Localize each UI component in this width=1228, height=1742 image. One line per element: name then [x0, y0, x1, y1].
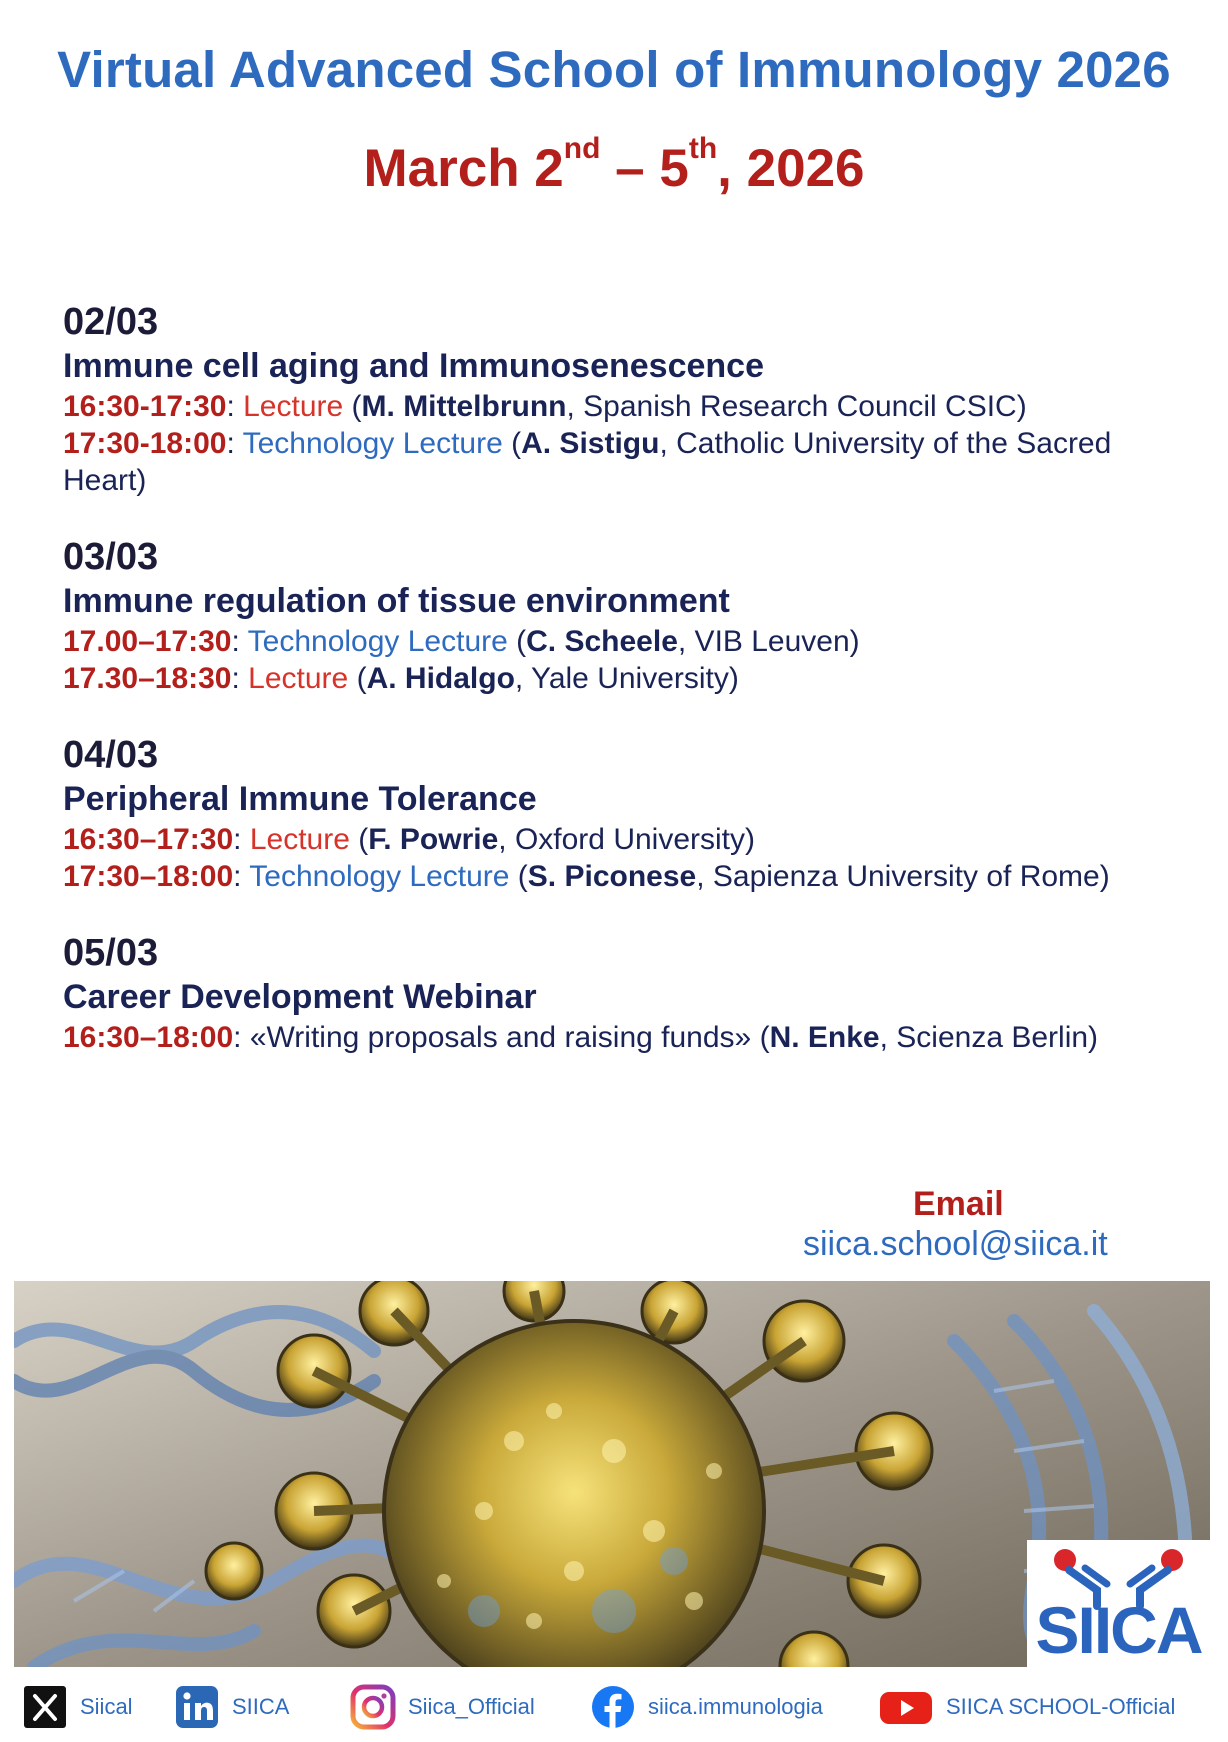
speaker-affiliation: , VIB Leuven): [677, 625, 860, 658]
session-slot: 16:30–18:00: «Writing proposals and raising funds» (N. Enke, Scienza Berlin): [63, 1021, 1099, 1054]
day-topic: Career Development Webinar: [63, 978, 537, 1016]
speaker-affiliation: , Spanish Research Council CSIC): [566, 390, 1027, 423]
program-day: [63, 535, 1183, 697]
speaker-affiliation: , Oxford University): [498, 823, 755, 856]
session-slot: 17:30–18:00: Technology Lecture (S. Piconese, Sapienza University of Rome): [63, 860, 1110, 893]
email-label: Email: [913, 1185, 1004, 1223]
social-handle: siica.immunologia: [648, 1694, 823, 1719]
logo-wordmark: SIICA: [1035, 1593, 1202, 1667]
session-type: Lecture: [249, 823, 350, 856]
facebook-icon: [590, 1684, 636, 1730]
speaker-affiliation: , Scienza Berlin): [879, 1021, 1099, 1054]
social-handle: SIICA: [232, 1694, 290, 1719]
speaker-affiliation: , Yale University): [514, 662, 739, 695]
day-topic: Peripheral Immune Tolerance: [63, 780, 537, 818]
social-youtube[interactable]: [878, 1683, 1175, 1731]
day-date: 04/03: [63, 734, 159, 776]
session-slot: 16:30–17:30: Lecture (F. Powrie, Oxford University): [63, 823, 755, 856]
day-topic: Immune cell aging and Immunosenescence: [63, 347, 764, 385]
speaker-name: A. Sistigu: [521, 427, 660, 460]
social-handle: Siica_Official: [408, 1694, 535, 1719]
social-handle: SIICA SCHOOL-Official: [946, 1694, 1176, 1719]
page-title: Virtual Advanced School of Immunology 2026: [57, 41, 1171, 98]
program-day: [63, 931, 1183, 1056]
session-time: 17:30–18:00: [63, 860, 234, 893]
program-schedule: [63, 300, 1183, 1092]
speaker-affiliation: , Sapienza University of Rome): [696, 860, 1110, 893]
speaker-name: S. Piconese: [527, 860, 697, 893]
social-links-bar: [0, 1675, 1228, 1742]
social-handle: Siical: [80, 1694, 133, 1719]
speaker-affiliation: , Catholic University of the Sacred Heart): [63, 427, 1112, 497]
session-type: Lecture: [248, 662, 349, 695]
date-start: March 2: [363, 139, 564, 198]
program-day: [63, 733, 1183, 895]
email-link[interactable]: siica.school@siica.it: [803, 1225, 1108, 1263]
session-time: 17.30–18:30: [63, 662, 232, 695]
social-linkedin[interactable]: [174, 1683, 289, 1731]
speaker-name: M. Mittelbrunn: [361, 390, 567, 423]
session-slot: 17.30–18:30: Lecture (A. Hidalgo, Yale University): [63, 662, 739, 695]
speaker-name: A. Hidalgo: [366, 662, 515, 695]
social-instagram[interactable]: [350, 1683, 535, 1731]
session-type: Technology Lecture: [242, 427, 503, 460]
day-date: 05/03: [63, 932, 159, 974]
speaker-name: F. Powrie: [368, 823, 499, 856]
date-end-suffix: th: [688, 132, 718, 165]
session-time: 16:30–17:30: [63, 823, 234, 856]
session-type: Lecture: [243, 390, 344, 423]
social-facebook[interactable]: [590, 1683, 823, 1731]
date-year: , 2026: [717, 139, 865, 198]
speaker-name: C. Scheele: [526, 625, 678, 658]
session-type: Technology Lecture: [249, 860, 510, 893]
session-time: 16:30–18:00: [63, 1021, 234, 1054]
instagram-icon: [350, 1684, 396, 1730]
youtube-icon: [878, 1684, 934, 1730]
session-time: 17.00–17:30: [63, 625, 232, 658]
siica-logo: [1027, 1540, 1210, 1671]
session-title: «Writing proposals and raising funds»: [249, 1021, 752, 1054]
program-day: [63, 300, 1183, 499]
social-x[interactable]: [22, 1683, 133, 1731]
speaker-name: N. Enke: [769, 1021, 880, 1054]
session-slot: 17.00–17:30: Technology Lecture (C. Scheele, VIB Leuven): [63, 625, 860, 658]
session-slot: 17:30-18:00: Technology Lecture (A. Sistigu, Catholic University of the Sacred Heart): [63, 427, 1112, 497]
date-end: – 5: [600, 139, 689, 198]
session-type: Technology Lecture: [247, 625, 508, 658]
event-dates: [0, 132, 1228, 199]
session-time: 17:30-18:00: [63, 427, 227, 460]
x-icon: [22, 1684, 68, 1730]
date-start-suffix: nd: [563, 132, 601, 165]
session-time: 16:30-17:30: [63, 390, 227, 423]
linkedin-icon: [174, 1684, 220, 1730]
day-topic: Immune regulation of tissue environment: [63, 582, 730, 620]
day-date: 02/03: [63, 301, 159, 343]
session-slot: 16:30-17:30: Lecture (M. Mittelbrunn, Spanish Research Council CSIC): [63, 390, 1027, 423]
day-date: 03/03: [63, 536, 159, 578]
